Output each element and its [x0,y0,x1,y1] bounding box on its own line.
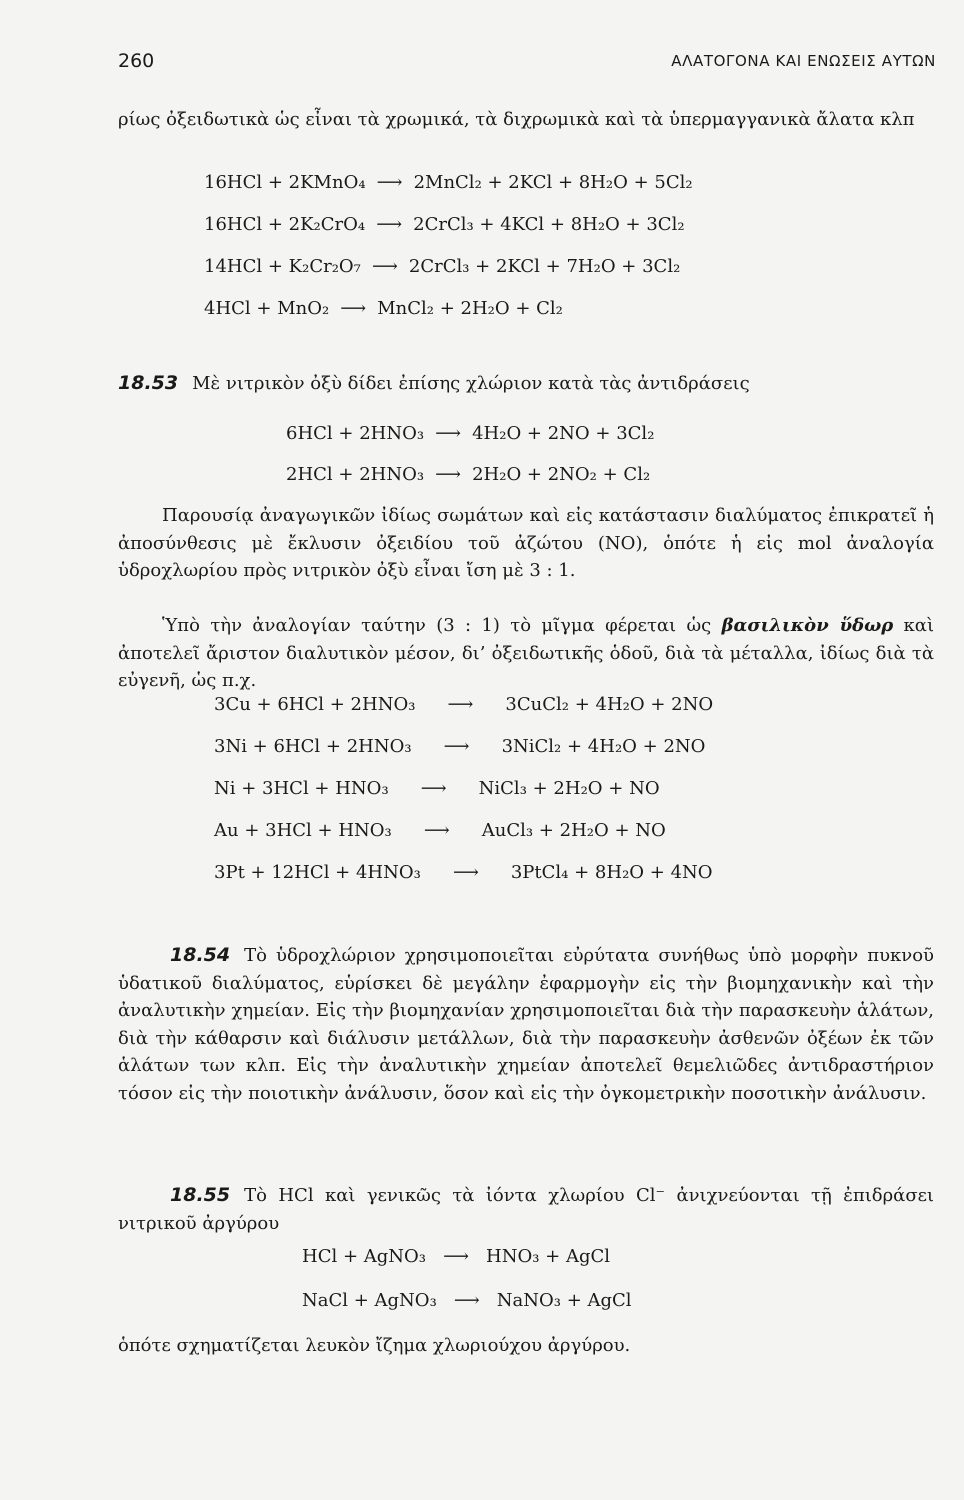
paragraph-aqua-regia: Ὑπὸ τὴν ἀναλογίαν ταύτην (3 : 1) τὸ μῖγμα φέρεται ὡς βασιλικὸν ὕδωρ καὶ ἀποτελεῖ ἄριστον διαλυτικὸν μέσον, δι’ ὀξειδωτικῆς ὁδοῦ, διὰ τὰ μέταλλα, ἰδίως διὰ τὰ εὐγενῆ, ὡς π.χ. [118,615,934,691]
equation: HCl + AgNO₃ ⟶ HNO₃ + AgCl [302,1246,610,1267]
equation: 4HCl + MnO₂ ⟶ MnCl₂ + 2H₂O + Cl₂ [204,298,563,319]
equation: NaCl + AgNO₃ ⟶ NaNO₃ + AgCl [302,1290,632,1311]
page-number: 260 [118,50,155,72]
section-18-55-intro: 18.55 Τὸ HCl καὶ γενικῶς τὰ ἰόντα χλωρίου Cl⁻ ἀνιχνεύονται τῇ ἐπιδράσει νιτρικοῦ ἀργύρου [118,1184,934,1234]
section-18-54: 18.54 Τὸ ὑδροχλώριον χρησιμοποιεῖται εὐρύτατα συνήθως ὑπὸ μορφὴν πυκνοῦ ὑδατικοῦ διαλύματος, εὑρίσκει δὲ μεγάλην ἐφαρμογὴν εἰς τὴν βιομηχανικὴν καὶ τὴν ἀναλυτικὴν χημείαν. Εἰς τὴν βιομηχανίαν χρησιμοποιεῖται διὰ τὴν παρασκευὴν ἁλάτων, διὰ τὴν κάθαρσιν καὶ διάλυσιν μετάλλων, διὰ τὴν παρασκευὴν ἀσθενῶν ὀξέων ἐκ τῶν ἁλάτων των κλπ. Εἰς τὴν ἀναλυτικὴν χημείαν ἀποτελεῖ θεμελιῶδες ἀντιδραστήριον τόσον εἰς τὴν ποιοτικὴν ἀνάλυσιν, ὅσον καὶ εἰς τὴν ὀγκομετρικὴν ποσοτικὴν ἀνάλυσιν. [118,944,934,1104]
equation: 3Cu + 6HCl + 2HNO₃ ⟶ 3CuCl₂ + 4H₂O + 2NO [214,694,714,715]
running-head: ΑΛΑΤΟΓΟΝΑ ΚΑΙ ΕΝΩΣΕΙΣ ΑΥΤΩΝ [671,52,936,70]
equation: 2HCl + 2HNO₃ ⟶ 2H₂O + 2NO₂ + Cl₂ [286,464,651,485]
equation: 3Ni + 6HCl + 2HNO₃ ⟶ 3NiCl₂ + 4H₂O + 2NO [214,736,706,757]
section-18-53-intro: 18.53 Μὲ νιτρικὸν ὀξὺ δίδει ἐπίσης χλώριον κατὰ τὰς ἀντιδράσεις [118,372,750,394]
equation: Ni + 3HCl + HNO₃ ⟶ NiCl₃ + 2H₂O + NO [214,778,660,799]
equation: 16HCl + 2KMnO₄ ⟶ 2MnCl₂ + 2KCl + 8H₂O + 5Cl₂ [204,172,693,193]
section-number: 18.54 [170,944,231,966]
equation: 3Pt + 12HCl + 4HNO₃ ⟶ 3PtCl₄ + 8H₂O + 4NO [214,862,713,883]
equation: 14HCl + K₂Cr₂O₇ ⟶ 2CrCl₃ + 2KCl + 7H₂O + 3Cl₂ [204,256,681,277]
intro-paragraph: ρίως ὀξειδωτικὰ ὡς εἶναι τὰ χρωμικά, τὰ διχρωμικὰ καὶ τὰ ὑπερμαγγανικὰ ἄλατα κλπ [118,109,915,130]
term-emphasis: βασιλικὸν ὕδωρ [721,615,894,636]
equation: 16HCl + 2K₂CrO₄ ⟶ 2CrCl₃ + 4KCl + 8H₂O + 3Cl₂ [204,214,685,235]
equation: 6HCl + 2HNO₃ ⟶ 4H₂O + 2NO + 3Cl₂ [286,423,655,444]
closing-paragraph: ὁπότε σχηματίζεται λευκὸν ἴζημα χλωριούχου ἀργύρου. [118,1335,631,1356]
page-header [118,50,936,74]
section-number: 18.53 [118,372,179,394]
section-number: 18.55 [170,1184,231,1206]
equation: Au + 3HCl + HNO₃ ⟶ AuCl₃ + 2H₂O + NO [214,820,666,841]
paragraph: Παρουσίᾳ ἀναγωγικῶν ἰδίως σωμάτων καὶ εἰς κατάστασιν διαλύματος ἐπικρατεῖ ἡ ἀποσύνθεσις μὲ ἔκλυσιν ὀξειδίου τοῦ ἀζώτου (NO), ὁπότε ἡ εἰς mol ἀναλογία ὑδροχλωρίου πρὸς νιτρικὸν ὀξὺ εἶναι ἴση μὲ 3 : 1. [118,505,934,581]
